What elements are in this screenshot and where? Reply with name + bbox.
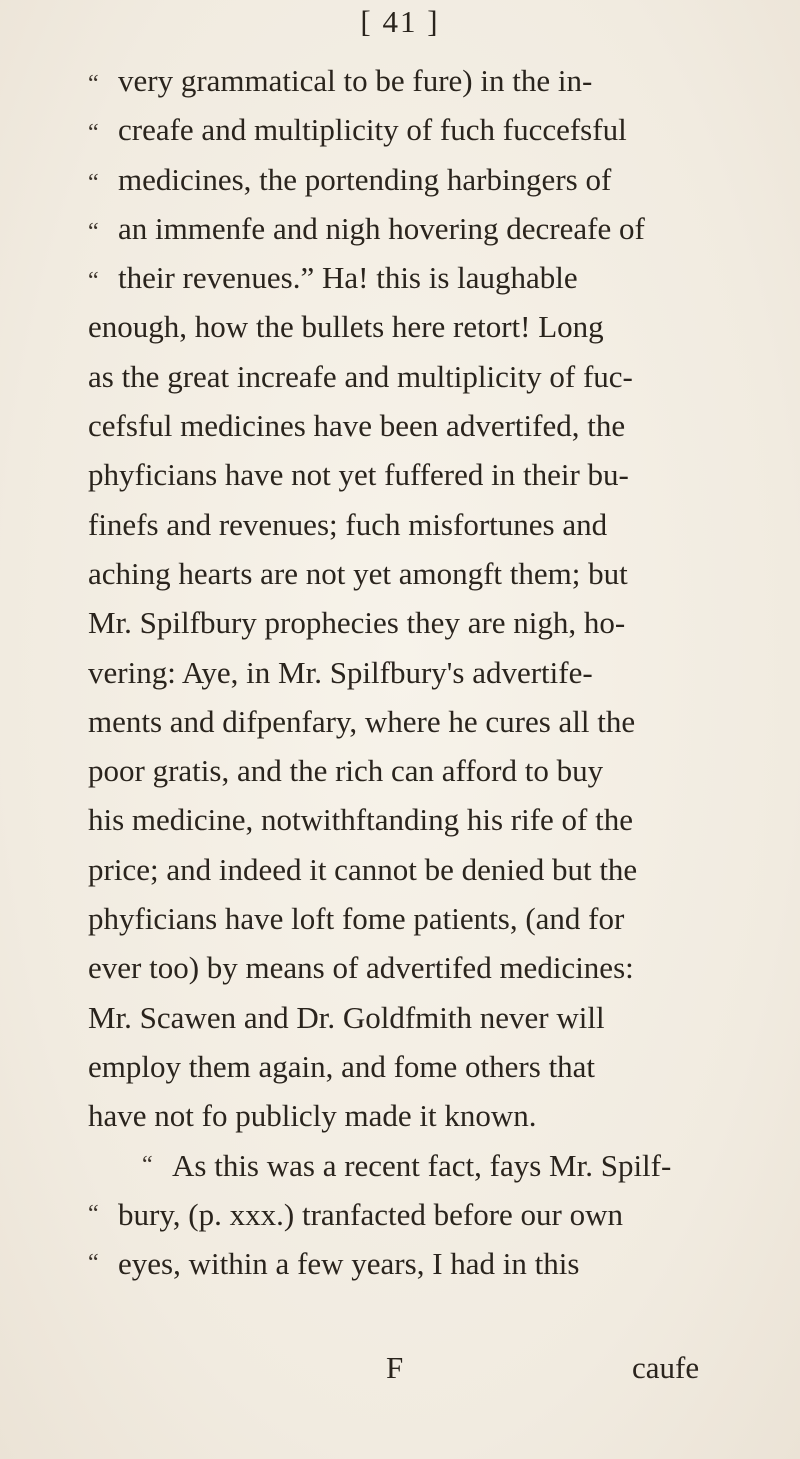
line-text: enough, how the bullets here retort! Long — [88, 309, 604, 345]
text-line — [88, 993, 708, 1042]
line-text: creafe and multiplicity of fuch fuccefsful — [118, 112, 627, 148]
text-line — [88, 500, 708, 549]
text-line — [88, 549, 708, 598]
page-body — [88, 56, 708, 1288]
quote-mark: “ — [88, 1200, 99, 1227]
line-text: have not fo publicly made it known. — [88, 1098, 537, 1134]
text-line — [88, 401, 708, 450]
signature-mark: F — [386, 1350, 404, 1385]
text-line — [88, 697, 708, 746]
text-line — [88, 56, 708, 105]
line-text: cefsful medicines have been advertifed, the — [88, 408, 626, 444]
text-line — [88, 598, 708, 647]
text-line — [88, 943, 708, 992]
text-line — [88, 204, 708, 253]
page-number: [ 41 ] — [360, 4, 440, 39]
line-text: Mr. Spilfbury prophecies they are nigh, ho- — [88, 605, 626, 641]
line-text: medicines, the portending harbingers of — [118, 161, 612, 197]
text-line — [88, 746, 708, 795]
line-text: employ them again, and fome others that — [88, 1048, 596, 1084]
quote-mark: “ — [142, 1151, 153, 1178]
line-text: poor gratis, and the rich can afford to buy — [88, 753, 604, 789]
text-line — [88, 1239, 708, 1288]
line-text: bury, (p. xxx.) tranfacted before our own — [118, 1196, 623, 1232]
line-text: very grammatical to be fure) in the in- — [118, 63, 593, 98]
text-line — [88, 648, 708, 697]
line-text: finefs and revenues; fuch misfortunes and — [88, 506, 608, 542]
line-text: As this was a recent fact, fays Mr. Spilf- — [172, 1147, 672, 1183]
quote-mark: “ — [88, 120, 99, 147]
text-line — [88, 1141, 708, 1190]
text-line — [88, 1190, 708, 1239]
text-line — [88, 155, 708, 204]
line-text: phyficians have not yet fuffered in their bu- — [88, 457, 629, 493]
quote-mark: “ — [88, 268, 99, 295]
text-line — [88, 105, 708, 154]
quote-mark: “ — [88, 71, 99, 97]
text-line — [88, 1091, 708, 1140]
line-text: price; and indeed it cannot be denied but the — [88, 851, 638, 887]
text-line — [88, 894, 708, 943]
text-line — [88, 352, 708, 401]
line-text: an immenfe and nigh hovering decreafe of — [118, 210, 645, 246]
catchword: caufe — [632, 1350, 700, 1385]
line-text: ments and difpenfary, where he cures all the — [88, 703, 636, 739]
quote-mark: “ — [88, 169, 99, 196]
text-line — [88, 302, 708, 351]
text-line — [88, 1042, 708, 1091]
text-line — [88, 845, 708, 894]
line-text: aching hearts are not yet amongft them; but — [88, 555, 628, 591]
line-text: his medicine, notwithftanding his rife of the — [88, 802, 633, 838]
quote-mark: “ — [88, 1250, 99, 1277]
line-text: ever too) by means of advertifed medicines: — [88, 950, 634, 986]
line-text: Mr. Scawen and Dr. Goldfmith never will — [88, 999, 605, 1035]
line-text: vering: Aye, in Mr. Spilfbury's advertife- — [88, 654, 593, 690]
quote-mark: “ — [88, 218, 99, 245]
line-text: phyficians have loft fome patients, (and for — [88, 901, 625, 937]
text-line — [88, 795, 708, 844]
text-line — [88, 450, 708, 499]
line-text: eyes, within a few years, I had in this — [118, 1246, 580, 1282]
line-text: their revenues.” Ha! this is laughable — [118, 260, 578, 296]
page-footer — [0, 1350, 800, 1400]
line-text: as the great increafe and multiplicity of fuc- — [88, 358, 633, 394]
text-line — [88, 253, 708, 302]
